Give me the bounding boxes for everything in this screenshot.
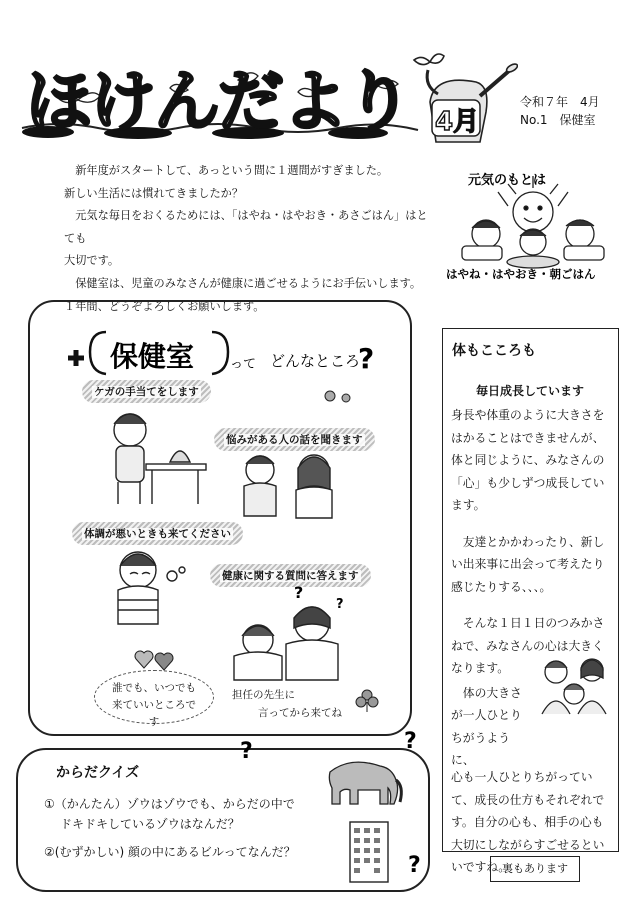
hokenshitsu-title bbox=[54, 318, 394, 378]
questions-illustration bbox=[224, 584, 364, 684]
karada-heading: 体もこころも bbox=[452, 343, 536, 359]
genki-illustration bbox=[438, 162, 628, 282]
issue-number: No.1 保健室 bbox=[520, 113, 596, 127]
quiz-title: からだクイズ bbox=[56, 765, 140, 781]
bubble-line: 来ていいところです bbox=[112, 699, 196, 728]
intro-text bbox=[64, 160, 434, 318]
unwell-illustration bbox=[92, 540, 192, 640]
title-main: 保健室 bbox=[110, 340, 195, 373]
genki-top-text: 元気のもとは bbox=[468, 173, 547, 188]
karada-paragraph: 友達とかかわったり、新しい出来事に出会って考えたり感じたりする、、、。 bbox=[451, 534, 605, 594]
banner-text: 体調が悪いときも来てください bbox=[84, 528, 231, 540]
note-line: 言ってから来てね bbox=[258, 707, 342, 719]
question-mark-icon: ? bbox=[358, 342, 375, 375]
title-text: ほけんだより bbox=[26, 63, 410, 140]
note-line: 担任の先生に bbox=[232, 689, 295, 701]
consult-illustration bbox=[230, 446, 350, 522]
title-te: って bbox=[230, 357, 257, 372]
quiz-line: ①（かんたん）ゾウはゾウでも、からだの中で bbox=[44, 797, 295, 811]
intro-line: 元気な毎日をおくるためには、「はやね・はやおき・あさごはん」はとても bbox=[64, 209, 428, 245]
intro-line: 新しい生活には慣れてきましたか？ bbox=[64, 186, 244, 200]
svg-text:?: ? bbox=[404, 730, 417, 754]
month-badge: 4月 bbox=[435, 107, 480, 137]
karada-subheading: 毎日成長しています bbox=[476, 384, 585, 398]
banner-text: ケガの手当てをします bbox=[94, 386, 199, 398]
quiz-question-2: ②(むずかしい) 顔の中にあるビルってなんだ？ bbox=[44, 845, 296, 859]
svg-text:?: ? bbox=[240, 739, 253, 764]
karada-tail: 心も一人ひとりちがっていて、成長の仕方もそれぞれです。自分の心も、相手の心も大切にしながらすごせるといいですね。 bbox=[451, 770, 605, 874]
masthead bbox=[18, 50, 518, 150]
svg-text:?: ? bbox=[294, 584, 304, 602]
quiz-line: ドキドキしているゾウはなんだ？ bbox=[60, 817, 240, 831]
genki-bottom-text: はやね・はやおき・朝ごはん bbox=[446, 267, 596, 281]
svg-text:?: ? bbox=[336, 597, 344, 612]
homeroom-note bbox=[232, 686, 342, 722]
karada-figure-text: 体の大きさが一人ひとりちがうように、 bbox=[451, 685, 522, 767]
issue-date: 令和７年 4月 bbox=[520, 95, 600, 109]
reverse-side-note: 裏もあります bbox=[490, 856, 580, 882]
clover-icon bbox=[354, 688, 380, 714]
info-bubble-text bbox=[108, 680, 200, 731]
intro-line: 新年度がスタートして、あっという間に１週間がすぎました。 bbox=[75, 164, 389, 177]
karada-paragraph: 身長や体重のように大きさをはかることはできませんが、体と同じように、みなさんの「心」も少しずつ成長しています。 bbox=[451, 408, 605, 512]
first-aid-illustration bbox=[90, 400, 210, 512]
question-mark-decor bbox=[234, 730, 434, 890]
karada-paragraph: そんな１日１日のつみかさねで、みなさんの心は大きくなります。 bbox=[451, 616, 605, 675]
svg-text:?: ? bbox=[408, 853, 421, 878]
plus-icon bbox=[68, 350, 84, 366]
title-rest: どんなところ bbox=[270, 352, 361, 370]
bubble-line: 誰でも、いつでも bbox=[112, 682, 196, 694]
intro-line: １年間、どうぞよろしくお願いします。 bbox=[64, 299, 265, 313]
hearts-icon bbox=[134, 646, 178, 672]
banner-text: 健康に関する質問に答えます bbox=[222, 570, 359, 582]
banner-text: 悩みがある人の話を聞きます bbox=[226, 434, 363, 446]
clover-icon bbox=[318, 384, 358, 424]
intro-line: 大切です。 bbox=[64, 254, 120, 268]
family-illustration bbox=[536, 654, 612, 718]
intro-line: 保健室は、児童のみなさんが健康に過ごせるようにお手伝いします。 bbox=[75, 276, 422, 290]
